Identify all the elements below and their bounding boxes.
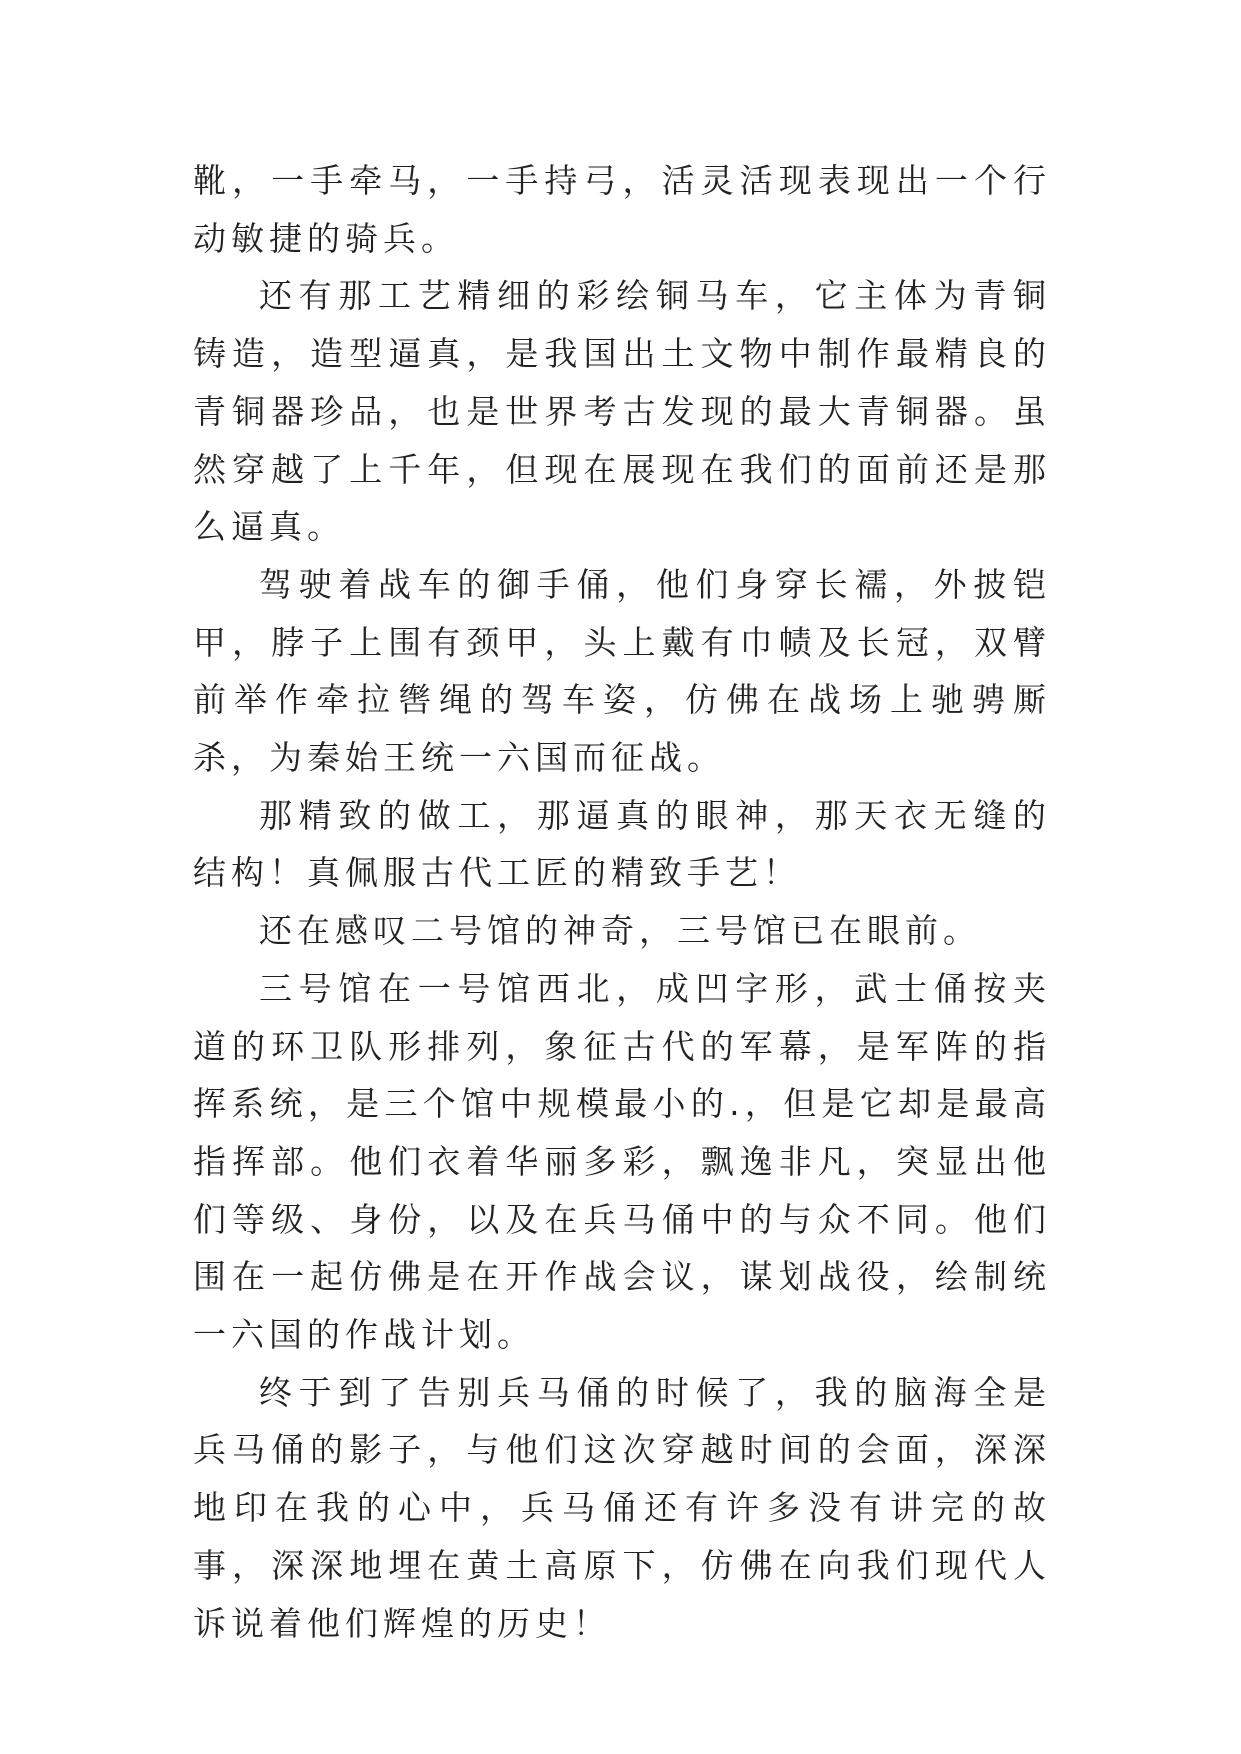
paragraph-7: 终于到了告别兵马俑的时候了，我的脑海全是兵马俑的影子，与他们这次穿越时间的会面，深深地印在我的心中，兵马俑还有许多没有讲完的故事，深深地埋在黄土高原下，仿佛在向我们现代人诉说着他们辉煌的历史！ <box>193 1372 1051 1643</box>
paragraph-2: 还有那工艺精细的彩绘铜马车，它主体为青铜铸造，造型逼真，是我国出土文物中制作最精良的青铜器珍品，也是世界考古发现的最大青铜器。虽然穿越了上千年，但现在展现在我们的面前还是那么逼真。 <box>193 276 1051 547</box>
paragraph-5: 还在感叹二号馆的神奇，三号馆已在眼前。 <box>259 911 981 951</box>
paragraph-1: 靴，一手牵马，一手持弓，活灵活现表现出一个行动敏捷的骑兵。 <box>193 161 1051 258</box>
paragraph-3: 驾驶着战车的御手俑，他们身穿长襦，外披铠甲，脖子上围有颈甲，头上戴有巾帻及长冠，双臂前举作牵拉辔绳的驾车姿，仿佛在战场上驰骋厮杀，为秦始王统一六国而征战。 <box>193 564 1051 778</box>
paragraph-4: 那精致的做工，那逼真的眼神，那天衣无缝的结构！真佩服古代工匠的精致手艺！ <box>193 795 1051 893</box>
paragraph-6: 三号馆在一号馆西北，成凹字形，武士俑按夹道的环卫队形排列，象征古代的军幕，是军阵的指挥系统，是三个馆中规模最小的.，但是它却是最高指挥部。他们衣着华丽多彩，飘逸非凡，突显出他们等级、身份，以及在兵马俑中的与众不同。他们围在一起仿佛是在开作战会议，谋划战役，绘制统一六国的作战计划。 <box>193 968 1051 1355</box>
document-body <box>193 152 1051 1652</box>
